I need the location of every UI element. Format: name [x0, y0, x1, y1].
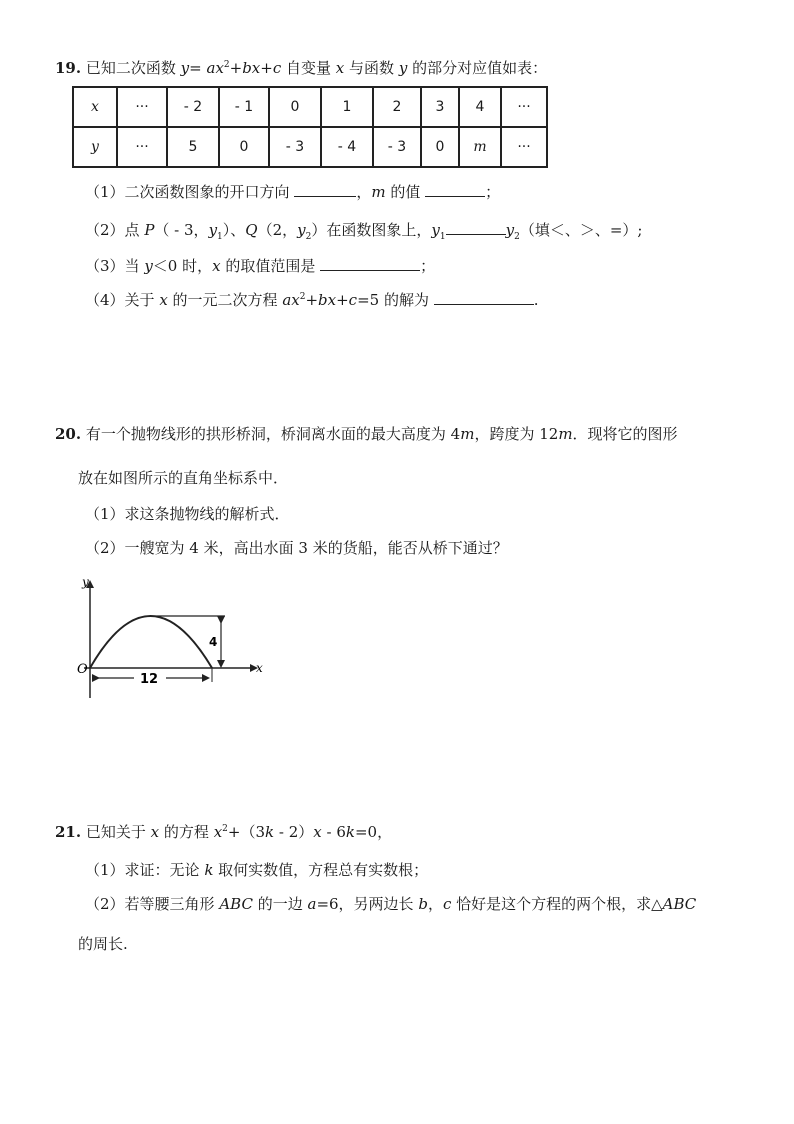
- table-cell: - 3: [373, 127, 421, 167]
- table-cell: 0: [269, 87, 321, 127]
- q20-stem-line2: 放在如图所示的直角坐标系中．: [78, 469, 289, 487]
- y-axis-label: y: [82, 575, 89, 589]
- origin-label: O: [77, 662, 88, 677]
- q19-part2: （2）点 P（ - 3，$y_1$）、Q（2，$y_2$）在函数图象上，$y_1$ $y_2$（填＜、＞、=）;: [85, 221, 643, 242]
- q21-stem: 21. 已知关于 x 的方程 $x^2+(3k - 2)x - 6k=0$，: [55, 823, 393, 841]
- table-cell: 3: [421, 87, 459, 127]
- q21-part1: （1）求证：无论 k 取何实数值，方程总有实数根；: [85, 861, 429, 879]
- table-cell: 1: [321, 87, 373, 127]
- table-cell: 0: [421, 127, 459, 167]
- q20-part1: （1）求这条抛物线的解析式．: [85, 505, 290, 523]
- bridge-figure: [60, 572, 270, 702]
- table-cell: - 3: [269, 127, 321, 167]
- q21-part2-end: 的周长.: [78, 935, 128, 953]
- table-cell: m: [459, 127, 501, 167]
- table-cell: - 4: [321, 127, 373, 167]
- table-cell: ···: [117, 87, 167, 127]
- q21-number: 21: [55, 823, 76, 841]
- table-cell: - 1: [219, 87, 269, 127]
- table-cell: - 2: [167, 87, 219, 127]
- table-cell: x: [73, 87, 117, 127]
- x-axis-label: x: [256, 661, 263, 675]
- table-cell: 2: [373, 87, 421, 127]
- table-cell: y: [73, 127, 117, 167]
- answer-blank[interactable]: [294, 182, 356, 197]
- q19-part3: （3）当 y＜0 时，x 的取值范围是 ；: [85, 257, 436, 275]
- q19-part4: （4）关于 x 的一元二次方程 $ax^2+bx+c=5$ 的解为 .: [85, 291, 539, 309]
- table-row-x: [73, 87, 547, 127]
- q19-part1: （1）二次函数图象的开口方向 ，m 的值 ；: [85, 183, 501, 201]
- q19-number: 19.: [55, 59, 82, 77]
- table-cell: ···: [501, 87, 547, 127]
- table-cell: 5: [167, 127, 219, 167]
- answer-blank[interactable]: [434, 290, 534, 305]
- q19-stem: 19. 已知二次函数 $y= ax^2+bx+c$ 自变量 x 与函数 y 的部分对应值如表：: [55, 59, 548, 77]
- answer-blank[interactable]: [320, 256, 420, 271]
- table-cell: 4: [459, 87, 501, 127]
- parabola-arch: [90, 616, 212, 668]
- table-row-y: [73, 127, 547, 167]
- table-cell: ···: [117, 127, 167, 167]
- span-label: 12: [140, 672, 159, 687]
- q21-part2: （2）若等腰三角形 ABC 的一边 a=6，另两边长 b，c 恰好是这个方程的两个根，求△ABC: [85, 895, 697, 913]
- q19-value-table: [72, 86, 548, 168]
- table-cell: 0: [219, 127, 269, 167]
- table-cell: ···: [501, 127, 547, 167]
- answer-blank[interactable]: [425, 182, 485, 197]
- q20-part2: （2）一艘宽为 4 米，高出水面 3 米的货船，能否从桥下通过？: [85, 539, 508, 557]
- height-label: 4: [209, 635, 218, 649]
- q20-stem-line1: 20. 有一个抛物线形的拱形桥洞，桥洞离水面的最大高度为 4m，跨度为 12m．现将它的图形: [55, 425, 678, 443]
- answer-blank[interactable]: [446, 220, 506, 235]
- q20-number: 20.: [55, 425, 82, 443]
